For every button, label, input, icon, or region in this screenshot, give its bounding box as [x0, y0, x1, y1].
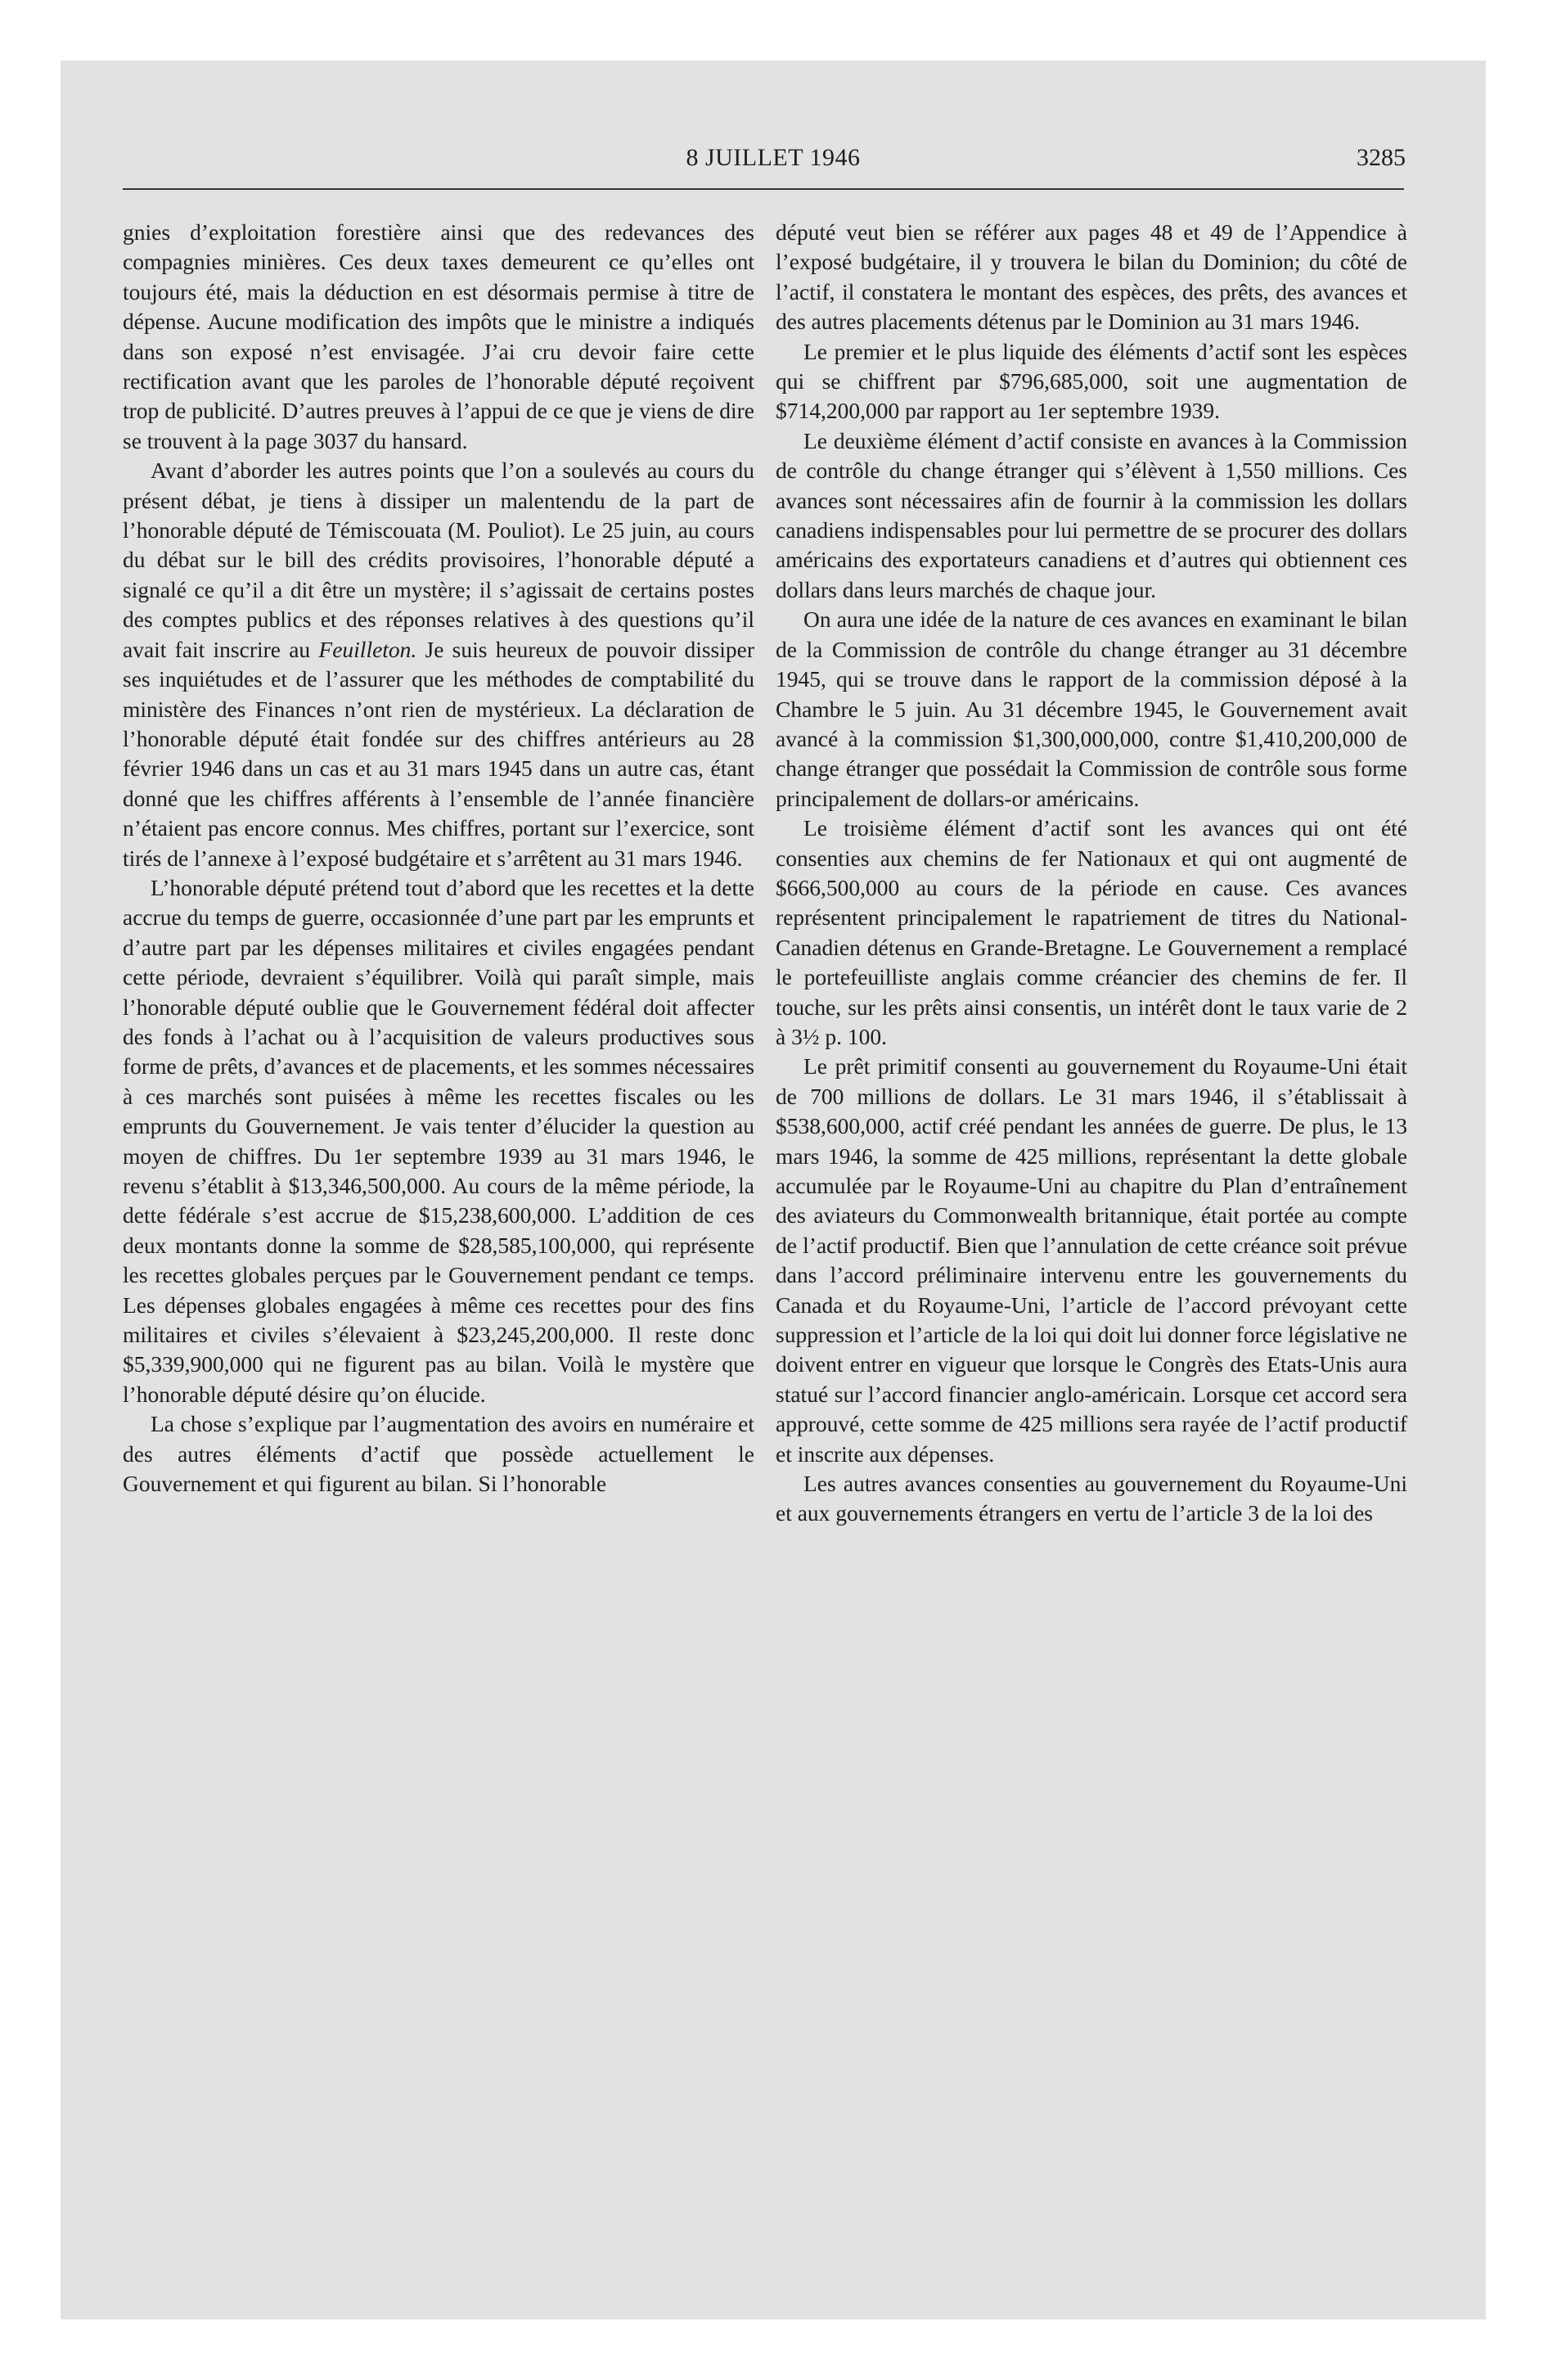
- paragraph: On aura une idée de la nature de ces avances en examinant le bilan de la Commission de contrôle du change étranger au 31 décembre 1945, qui se trouve dans le rapport de la commission déposé à la Chambre le 5 juin. Au 31 décembre 1945, le Gouvernement avait avancé à la commission $1,300,000,000, contre $1,410,200,000 de change étranger que possédait la Commission de contrôle sous forme principalement de dollars-or américains.: [776, 606, 1407, 811]
- paragraph: député veut bien se référer aux pages 48 et 49 de l’Appendice à l’exposé budgétaire, il y trouvera le bilan du Dominion; du côté de l’actif, il constatera le montant des espèces, des prêts, des avances et des autres placements détenus par le Dominion au 31 mars 1946.: [776, 219, 1407, 335]
- paragraph-text: Avant d’aborder les autres points que l’on a soulevés au cours du présent débat, je tiens à dissiper un malentendu de la part de l’honorable député de Témiscouata (M. Pouliot). Le 25 juin, au cours du débat sur le bill des crédits provisoires, l’honorable député a signalé ce qu’il a dit être un mystère; il s’agissait de certains postes des comptes publics et des réponses relatives à des questions qu’il avait fait inscrire au: [123, 458, 754, 662]
- header-rule: [123, 188, 1404, 190]
- page-number: 3285: [1357, 144, 1406, 171]
- paragraph: Les autres avances consenties au gouvernement du Royaume-Uni et aux gouvernements étrangers en vertu de l’article 3 de la loi des: [776, 1471, 1407, 1526]
- running-head-date: 8 JUILLET 1946: [686, 144, 861, 171]
- emphasized-text: Feuilleton.: [318, 636, 417, 662]
- paragraph: Le troisième élément d’actif sont les avances qui ont été consenties aux chemins de fer Nationaux et qui ont augmenté de $666,500,000 au cours de la période en cause. Ces avances représentent principalement le rapatriement de titres du National-Canadien détenus en Grande-Bretagne. Le Gouvernement a remplacé le portefeuilliste anglais comme créancier des chemins de fer. Il touche, sur les prêts ainsi consentis, un intérêt dont le taux varie de 2 à 3½ p. 100.: [776, 815, 1407, 1049]
- paragraph: La chose s’explique par l’augmentation des avoirs en numéraire et des autres éléments d’actif que possède actuellement le Gouvernement et qui figurent au bilan. Si l’honorable: [123, 1411, 754, 1497]
- paragraph: Le premier et le plus liquide des éléments d’actif sont les espèces qui se chiffrent par $796,685,000, soit une augmentation de $714,200,000 par rapport au 1er septembre 1939.: [776, 338, 1407, 424]
- paragraph: Le prêt primitif consenti au gouvernement du Royaume-Uni était de 700 millions de dollars. Le 31 mars 1946, il s’établissait à $538,600,000, actif créé pendant les années de guerre. De plus, le 13 mars 1946, la somme de 425 millions, représentant la dette globale accumulée par le Royaume-Uni au chapitre du Plan d’entraînement des aviateurs du Commonwealth britannique, était portée au compte de l’actif productif. Bien que l’annulation de cette créance soit prévue dans l’accord préliminaire intervenu entre les gouvernements du Canada et du Royaume-Uni, l’article de l’accord prévoyant cette suppression et l’article de la loi qui doit lui donner force législative ne doivent entrer en vigueur que lorsque le Congrès des Etats-Unis aura statué sur l’accord financier anglo-américain. Lorsque cet accord sera approuvé, cette somme de 425 millions sera rayée de l’actif productif et inscrite aux dépenses.: [776, 1053, 1407, 1467]
- paragraph: L’honorable député prétend tout d’abord que les recettes et la dette accrue du temps de guerre, occasionnée d’une part par les emprunts et d’autre part par les dépenses militaires et civiles engagées pendant cette période, devraient s’équilibrer. Voilà qui paraît simple, mais l’honorable député oublie que le Gouvernement fédéral doit affecter des fonds à l’achat ou à l’acquisition de valeurs productives sous forme de prêts, d’avances et de placements, et les sommes nécessaires à ces marchés sont puisées à même les recettes fiscales ou les emprunts du Gouvernement. Je vais tenter d’élucider la question au moyen de chiffres. Du 1er septembre 1939 au 31 mars 1946, le revenu s’établit à $13,346,500,000. Au cours de la même période, la dette fédérale s’est accrue de $15,238,600,000. L’addition de ces deux montants donne la somme de $28,585,100,000, qui représente les recettes globales perçues par le Gouvernement pendant ce temps. Les dépenses globales engagées à même ces recettes pour des fins militaires et civiles s’élevaient à $23,245,200,000. Il reste donc $5,339,900,000 qui ne figurent pas au bilan. Voilà le mystère que l’honorable député désire qu’on élucide.: [123, 874, 754, 1407]
- paragraph: [123, 456, 754, 873]
- paragraph: gnies d’exploitation forestière ainsi que des redevances des compagnies minières. Ces deux taxes demeurent ce qu’elles ont toujours été, mais la déduction en est désormais permise à titre de dépense. Aucune modification des impôts que le ministre a indiqués dans son exposé n’est envisagée. J’ai cru devoir faire cette rectification avant que les paroles de l’honorable député reçoivent trop de publicité. D’autres preuves à l’appui de ce que je viens de dire se trouvent à la page 3037 du hansard.: [123, 219, 754, 453]
- left-column: [123, 218, 754, 1499]
- page-header: [61, 80, 1486, 170]
- right-column: [776, 218, 1407, 1529]
- paragraph: Le deuxième élément d’actif consiste en avances à la Commission de contrôle du change étranger qui s’élèvent à 1,550 millions. Ces avances sont nécessaires afin de fournir à la commission les dollars canadiens indispensables pour lui permettre de se procurer des dollars américains des exportateurs canadiens et d’autres qui obtiennent ces dollars dans leurs marchés de chaque jour.: [776, 427, 1407, 602]
- paragraph-text: Je suis heureux de pouvoir dissiper ses inquiétudes et de l’assurer que les méthodes de comptabilité du ministère des Finances n’ont rien de mystérieux. La déclaration de l’honorable député était fondée sur des chiffres antérieurs au 28 février 1946 dans un cas et au 31 mars 1945 dans un autre cas, étant donné que les chiffres afférents à l’ensemble de l’année financière n’étaient pas encore connus. Mes chiffres, portant sur l’exercice, sont tirés de l’annexe à l’exposé budgétaire et s’arrêtent au 31 mars 1946.: [123, 636, 754, 871]
